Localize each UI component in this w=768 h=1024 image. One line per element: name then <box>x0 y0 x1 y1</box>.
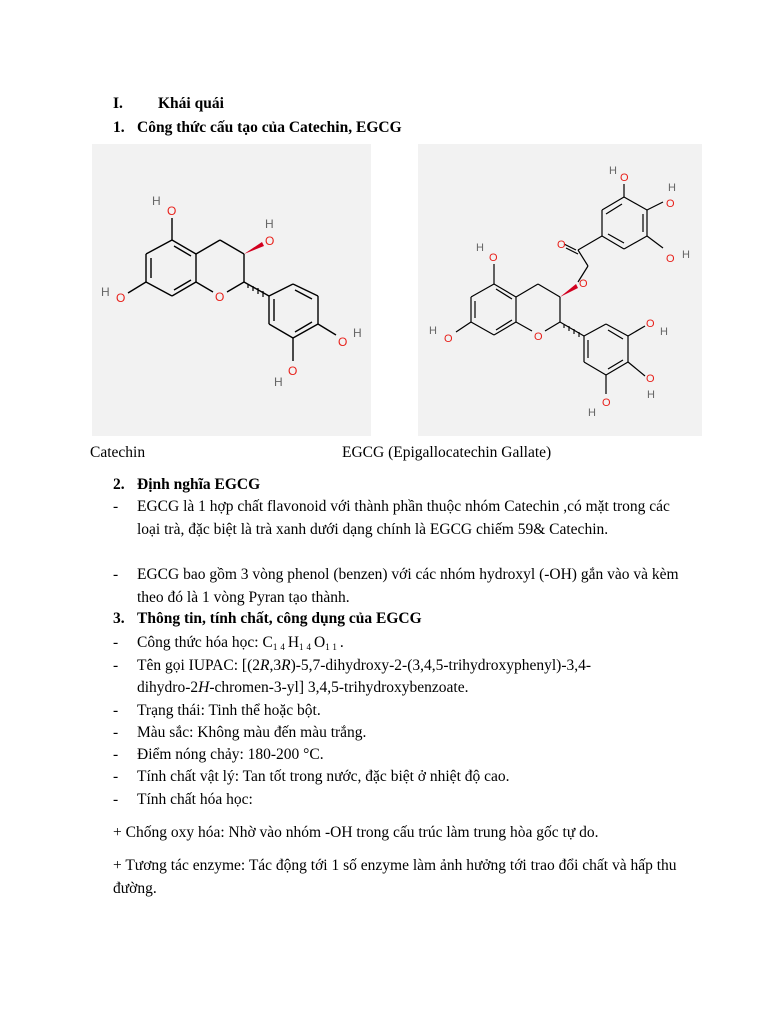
iupac-italic: H <box>198 679 210 696</box>
atom-h-galloyl-2: H <box>668 182 676 194</box>
iupac-name-line-1 <box>137 656 591 676</box>
bullet-dash: - <box>113 768 119 785</box>
property-chemical: Tính chất hóa học: <box>137 791 253 808</box>
bullet-dash: - <box>113 566 119 583</box>
atom-h-galloyl-1: H <box>609 165 617 177</box>
atom-h-galloyl-3: H <box>682 249 690 261</box>
formula-c: C <box>262 634 273 651</box>
catechin-structure-image <box>92 144 371 436</box>
atom-o-5: O <box>489 252 498 264</box>
iupac-part: dihydro-2 <box>137 679 199 696</box>
property-physical: Tính chất vật lý: Tan tốt trong nước, đặc biệt ở nhiệt độ cao. <box>137 768 510 785</box>
atom-h-3p: H <box>274 375 283 389</box>
atom-o-3p: O <box>288 364 298 378</box>
iupac-italic: R <box>260 657 270 674</box>
heading-3-number: 3. <box>113 610 125 627</box>
section-title: Khái quái <box>158 95 224 112</box>
atom-h-4p: H <box>353 326 362 340</box>
bullet-dash: - <box>113 657 119 674</box>
atom-h-b-3: H <box>588 407 596 419</box>
bullet-dash: - <box>113 702 119 719</box>
formula-h-count: 14 <box>299 642 315 652</box>
atom-o-b-1: O <box>646 318 655 330</box>
atom-o-galloyl-3: O <box>666 253 675 265</box>
catechin-structure-drawing <box>92 144 371 436</box>
bullet-dash: - <box>113 634 119 651</box>
atom-h-7: H <box>101 285 110 299</box>
formula-o-count: 11 <box>325 642 340 652</box>
property-melting-point: Điểm nóng chảy: 180-200 °C. <box>137 746 324 763</box>
atom-h-5: H <box>476 242 484 254</box>
definition-item-2: EGCG bao gồm 3 vòng phenol (benzen) với các nhóm hydroxyl (-OH) gắn vào và kèm theo đó là 1 vòng Pyran tạo thành. <box>137 566 679 606</box>
atom-o-b-2: O <box>646 373 655 385</box>
antioxidant-paragraph: + Chống oxy hóa: Nhờ vào nhóm -OH trong cấu trúc làm trung hòa gốc tự do. <box>113 824 599 841</box>
atom-h-7: H <box>429 325 437 337</box>
formula-c-count: 14 <box>272 642 288 652</box>
atom-o-7: O <box>116 291 126 305</box>
atom-o-ring: O <box>534 331 543 343</box>
heading-1-number: 1. <box>113 119 125 136</box>
bullet-dash: - <box>113 498 119 515</box>
heading-1-title: Công thức cấu tạo của Catechin, EGCG <box>137 119 402 136</box>
egcg-structure-drawing <box>418 144 702 436</box>
definition-item-1: EGCG là 1 hợp chất flavonoid với thành phần thuộc nhóm Catechin ,có mặt trong các loại trà, đặc biệt là trà xanh dưới dạng chính là EGCG chiếm 59& Catechin. <box>137 498 670 538</box>
atom-o-ring: O <box>215 290 225 304</box>
section-number: I. <box>113 95 123 112</box>
atom-o-3: O <box>265 234 275 248</box>
atom-o-galloyl-2: O <box>666 198 675 210</box>
atom-o-galloyl-1: O <box>620 172 629 184</box>
atom-h-b-1: H <box>660 326 668 338</box>
property-state: Trạng thái: Tinh thể hoặc bột. <box>137 702 321 719</box>
heading-3-title: Thông tin, tính chất, công dụng của EGCG <box>137 610 422 627</box>
egcg-structure-image <box>418 144 702 436</box>
atom-h-b-2: H <box>647 389 655 401</box>
iupac-part: )-5,7-dihydroxy-2-(3,4,5-trihydroxyphenyl)-3,4- <box>290 657 592 674</box>
heading-2-number: 2. <box>113 476 125 493</box>
atom-o-7: O <box>444 333 453 345</box>
formula-label: Công thức hóa học: <box>137 634 263 651</box>
atom-o-5: O <box>167 204 177 218</box>
bullet-dash: - <box>113 791 119 808</box>
atom-h-3: H <box>265 217 274 231</box>
bullet-dash: - <box>113 746 119 763</box>
iupac-part: ,3 <box>269 657 282 674</box>
formula-h: H <box>287 634 300 651</box>
atom-o-4p: O <box>338 335 348 349</box>
enzyme-paragraph: + Tương tác enzyme: Tác động tới 1 số enzyme làm ảnh hưởng tới trao đổi chất và hấp thu đường. <box>113 857 677 897</box>
atom-h-5: H <box>152 194 161 208</box>
atom-o-carbonyl: O <box>557 239 566 251</box>
formula-o: O <box>314 634 326 651</box>
bullet-dash: - <box>113 724 119 741</box>
atom-o-b-3: O <box>602 397 611 409</box>
iupac-part: -chromen-3-yl] 3,4,5-trihydroxybenzoate. <box>209 679 469 696</box>
catechin-caption: Catechin <box>90 444 146 461</box>
iupac-name-line-2 <box>137 678 468 698</box>
formula-end: . <box>339 634 344 651</box>
property-color: Màu sắc: Không màu đến màu trắng. <box>137 724 367 741</box>
egcg-caption: EGCG (Epigallocatechin Gallate) <box>342 444 552 461</box>
iupac-italic: R <box>281 657 291 674</box>
atom-o-ester: O <box>579 278 588 290</box>
iupac-part: Tên gọi IUPAC: [(2 <box>137 657 260 674</box>
chemical-formula <box>137 633 344 657</box>
heading-2-title: Định nghĩa EGCG <box>137 476 261 493</box>
